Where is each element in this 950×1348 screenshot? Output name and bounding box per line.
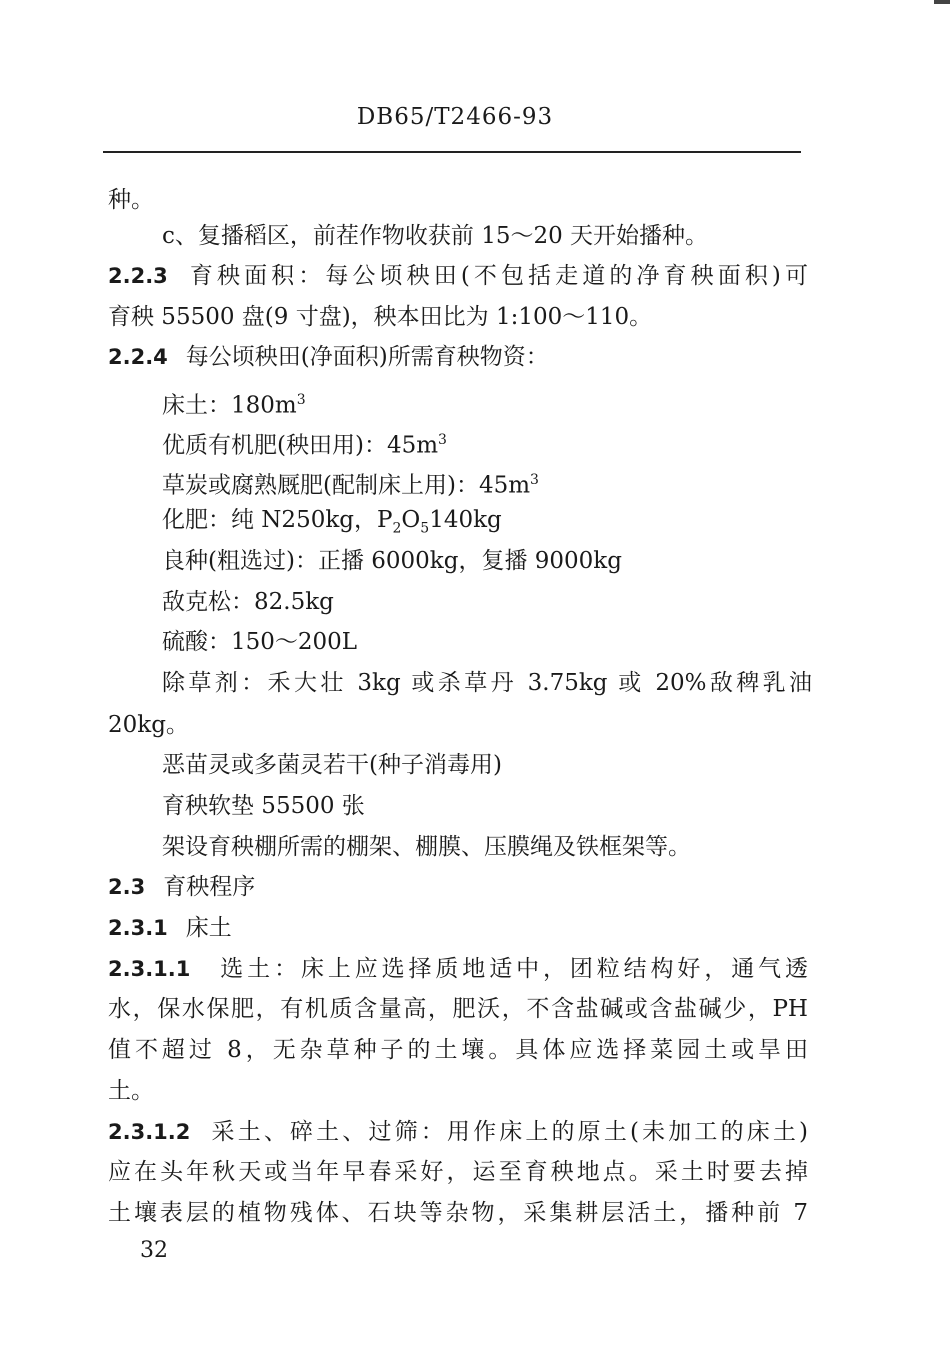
body-line: 土。 [108, 1078, 154, 1104]
material-item: 优质有机肥(秧田用)：$45m^3$ [162, 432, 447, 459]
material-item: 良种(粗选过)：正播 6000kg，复播 9000kg [162, 548, 622, 574]
clause-2-2-3: 2.2.3 育秧面积：每公顷秧田(不包括走道的净育秧面积)可 [108, 263, 808, 289]
clause-2-3-1-2: 2.3.1.2 采土、碎土、过筛：用作床上的原土(未加工的床土) [108, 1119, 808, 1145]
material-item: 恶苗灵或多菌灵若干(种子消毒用) [162, 752, 502, 778]
scan-corner-mark [934, 0, 950, 4]
material-item: 草炭或腐熟厩肥(配制床上用)：$45m^3$ [162, 472, 539, 499]
body-line: 20kg。 [108, 712, 189, 738]
clause-2-3-1-1: 2.3.1.1 选土：床上应选择质地适中，团粒结构好，通气透 [108, 956, 808, 982]
body-line: 值不超过 8，无杂草种子的土壤。具体应选择菜园土或旱田 [108, 1037, 808, 1063]
body-line: c、复播稻区，前茬作物收获前 15～20 天开始播种。 [162, 223, 709, 249]
body-line: 土壤表层的植物残体、石块等杂物，采集耕层活土，播种前 7 [108, 1200, 808, 1226]
body-line: 水，保水保肥，有机质含量高，肥沃，不含盐碱或含盐碱少，PH [108, 996, 808, 1022]
material-item: 化肥：纯 N250kg，$P_2O_5140kg$ [162, 507, 502, 537]
body-line: 种。 [108, 187, 154, 213]
material-item: 床土：$180m^3$ [162, 392, 306, 419]
clause-2-2-4: 2.2.4 每公顷秧田(净面积)所需育秧物资： [108, 344, 549, 370]
section-2-3-1: 2.3.1 床土 [108, 915, 232, 941]
standard-code-header: DB65/T2466-93 [356, 104, 554, 130]
material-item: 除草剂：禾大壮 3kg 或杀草丹 3.75kg 或 20%敌稗乳油 [162, 670, 812, 696]
material-item: 硫酸：150～200L [162, 629, 358, 655]
material-item: 架设育秧棚所需的棚架、棚膜、压膜绳及铁框架等。 [162, 834, 691, 860]
material-item: 育秧软垫 55500 张 [162, 793, 365, 819]
section-2-3: 2.3 育秧程序 [108, 874, 256, 900]
page-number: 32 [140, 1238, 168, 1263]
material-item: 敌克松：82.5kg [162, 589, 334, 615]
body-line: 育秧 55500 盘(9 寸盘)，秧本田比为 1:100～110。 [108, 304, 653, 330]
body-line: 应在头年秋天或当年早春采好，运至育秧地点。采土时要去掉 [108, 1159, 808, 1185]
header-rule [103, 151, 801, 153]
